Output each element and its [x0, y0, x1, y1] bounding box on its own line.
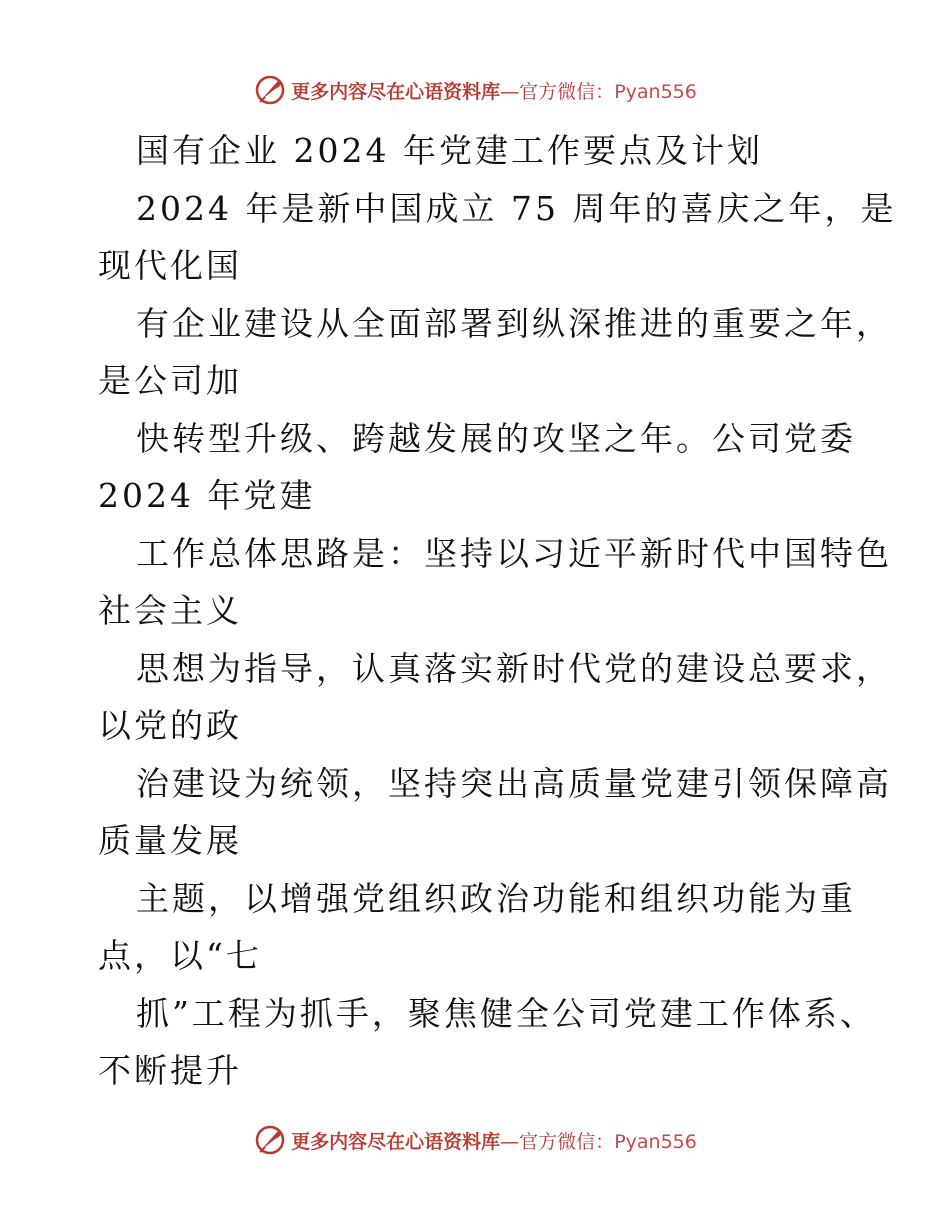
- document-line: 点，以“七: [98, 936, 262, 975]
- banner-text: [291, 1127, 697, 1154]
- document-line: 是公司加: [98, 361, 242, 400]
- document-line: 2024 年是新中国成立 75 周年的喜庆之年，是: [136, 188, 897, 228]
- feather-pen-logo-icon: [253, 1123, 287, 1157]
- banner-wechat-id: Pyan556: [614, 80, 697, 103]
- banner-wechat-label: 官方微信：: [519, 1130, 615, 1153]
- document-body: [98, 122, 897, 1100]
- document-line: 抓”工程为抓手，聚焦健全公司党建工作体系、: [136, 993, 876, 1033]
- document-line: 主题，以增强党组织政治功能和组织功能为重: [136, 878, 856, 918]
- document-line: 现代化国: [98, 246, 242, 285]
- document-line: 治建设为统领，坚持突出高质量党建引领保障高: [136, 763, 892, 803]
- banner-text: [291, 77, 697, 104]
- banner-site-text: 更多内容尽在心语资料库: [291, 80, 501, 103]
- document-line: 以党的政: [98, 706, 242, 745]
- document-line: 工作总体思路是：坚持以习近平新时代中国特色: [136, 533, 892, 573]
- document-line: 思想为指导，认真落实新时代党的建设总要求，: [136, 648, 892, 688]
- document-line: 有企业建设从全面部署到纵深推进的重要之年，: [136, 303, 892, 343]
- header-banner: [0, 70, 950, 110]
- document-line: 快转型升级、跨越发展的攻坚之年。公司党委: [136, 418, 856, 458]
- feather-pen-logo-icon: [253, 73, 287, 107]
- banner-separator: —: [500, 80, 520, 103]
- footer-banner: [0, 1120, 950, 1160]
- document-line: 2024 年党建: [98, 476, 316, 515]
- banner-wechat-label: 官方微信：: [519, 80, 615, 103]
- document-line: 质量发展: [98, 821, 242, 860]
- banner-wechat-id: Pyan556: [614, 1130, 697, 1153]
- document-line: 社会主义: [98, 591, 242, 630]
- banner-separator: —: [500, 1130, 520, 1153]
- document-line: 不断提升: [98, 1051, 242, 1090]
- banner-site-text: 更多内容尽在心语资料库: [291, 1130, 501, 1153]
- document-line: 国有企业 2024 年党建工作要点及计划: [136, 131, 763, 170]
